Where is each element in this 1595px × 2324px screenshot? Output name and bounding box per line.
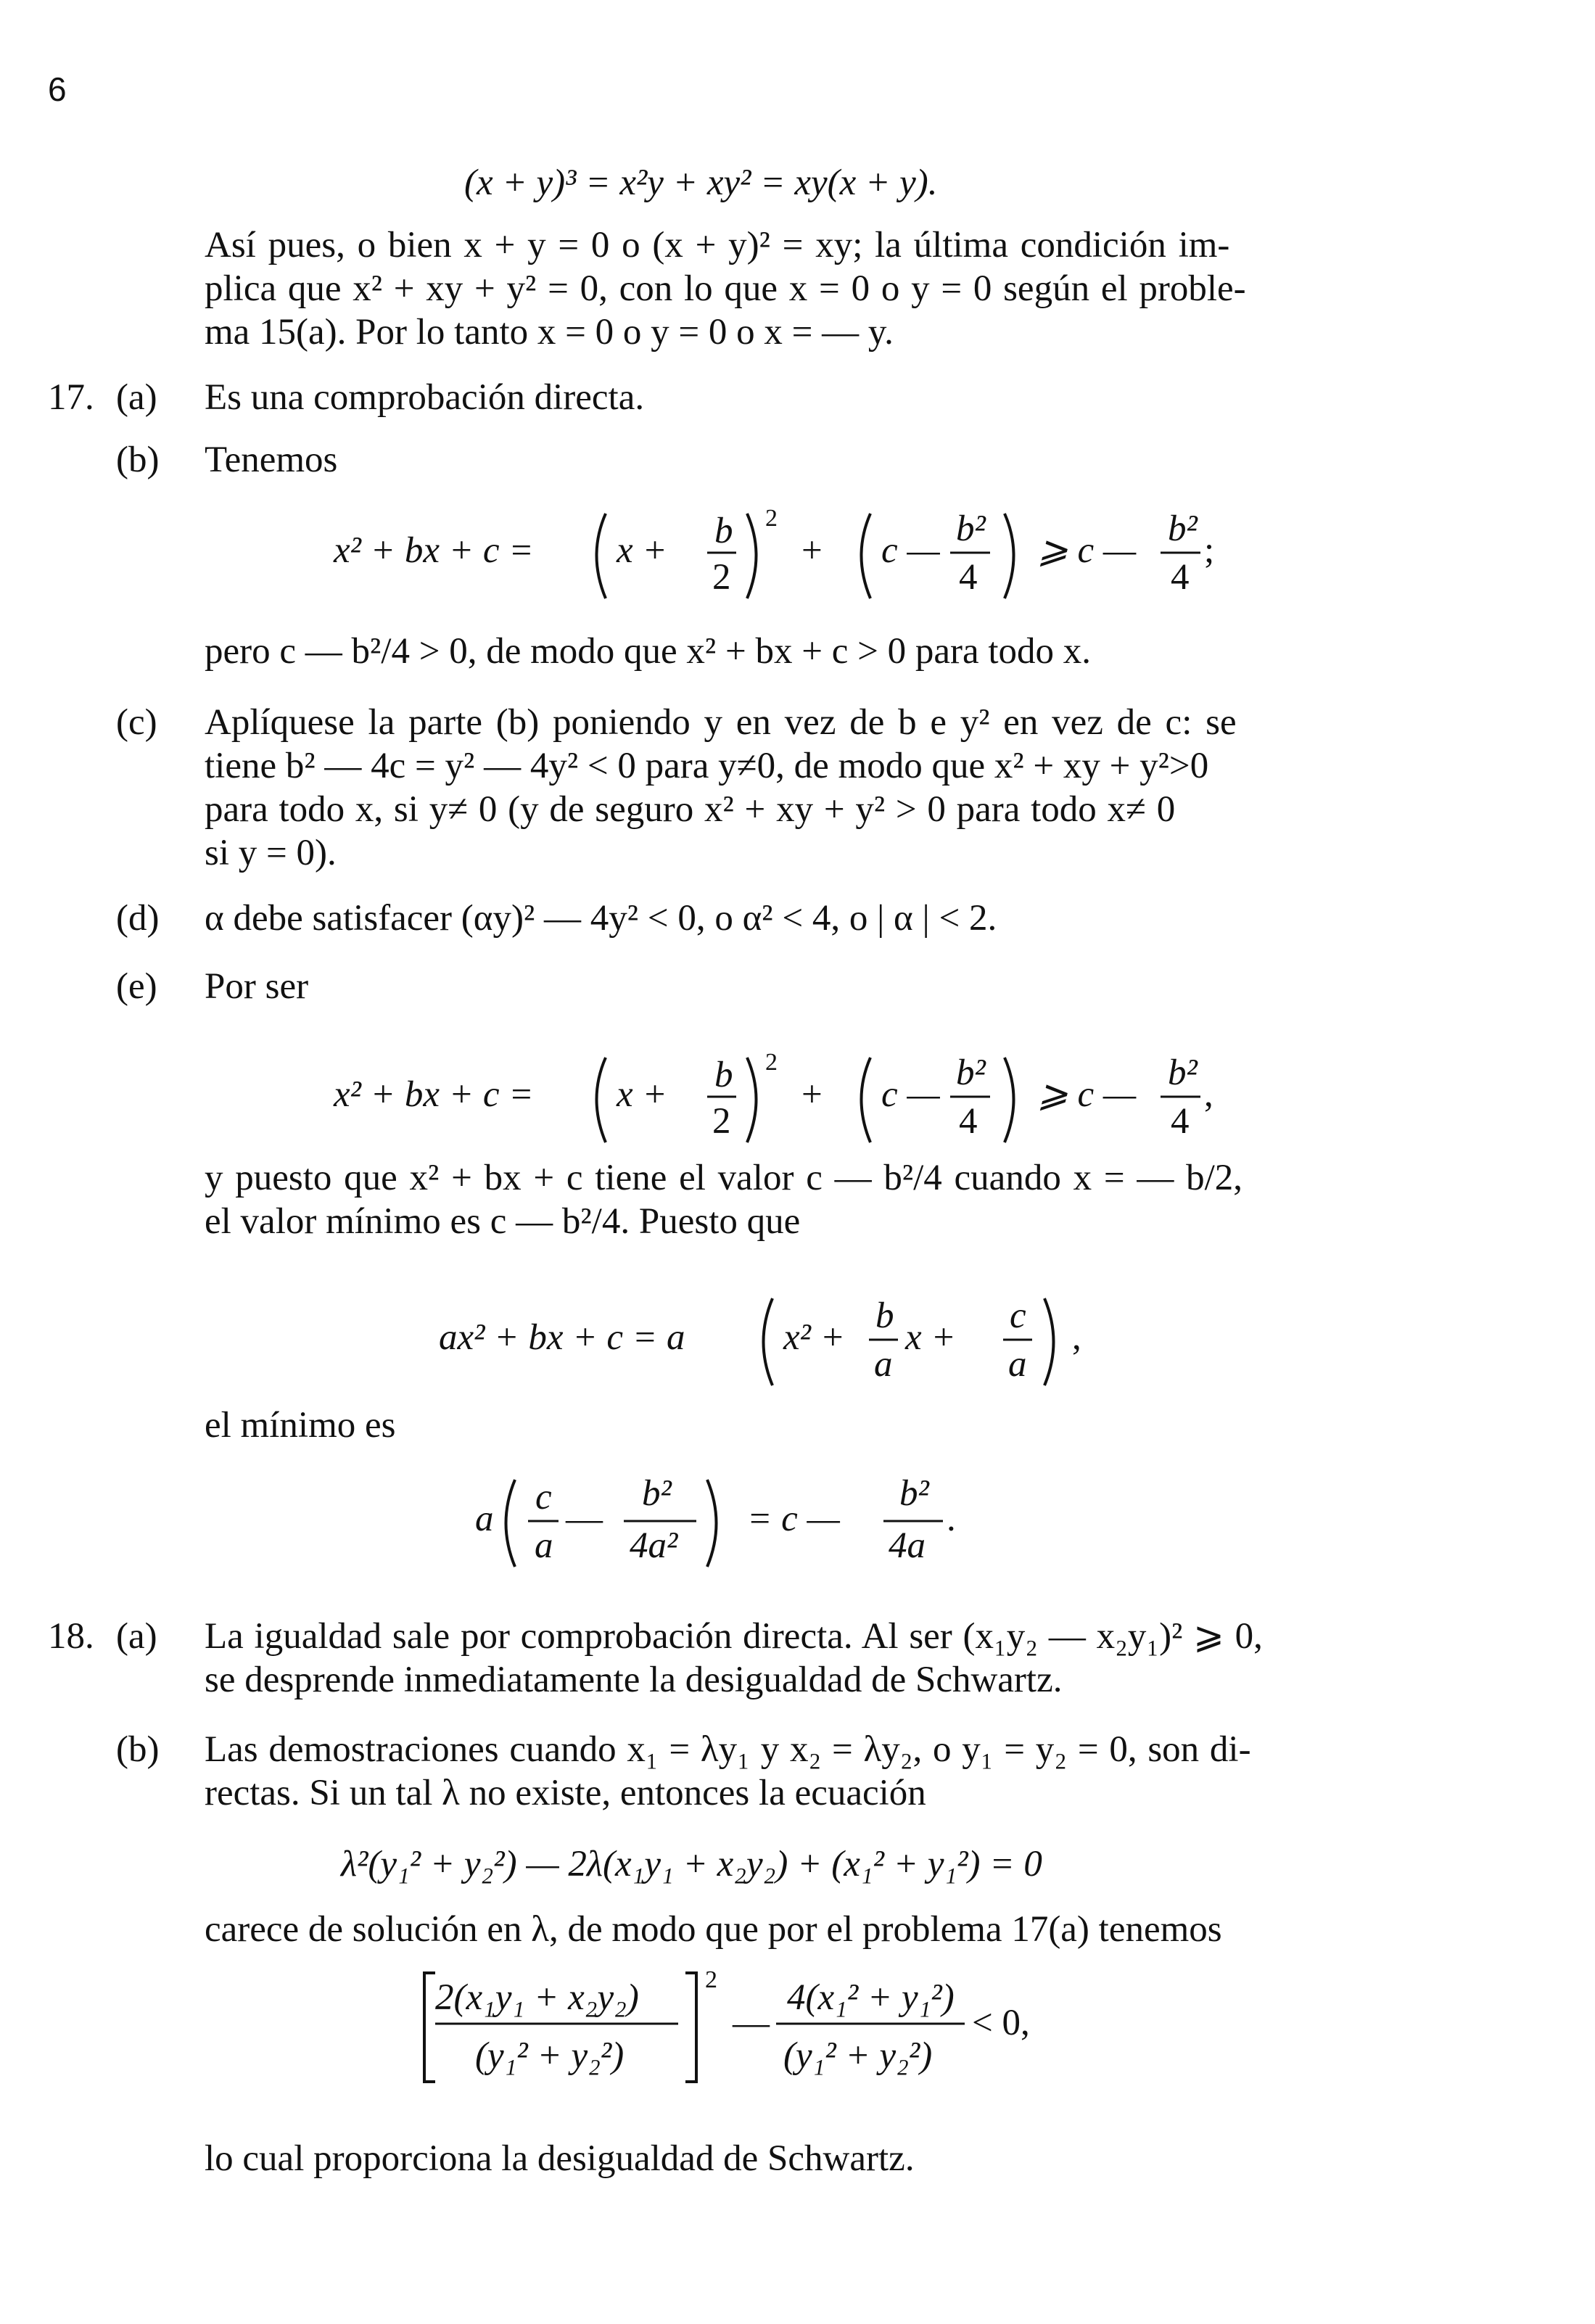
text-line: el valor mínimo es c — b²/4. Puesto que xyxy=(205,1201,801,1242)
eq1-term1-power: 2 xyxy=(765,505,778,532)
eq1-term2-pre: c — xyxy=(881,530,940,571)
eq2-term1-pre: x + xyxy=(617,1074,667,1115)
eq5-bracket-den: (y₁² + y₂²) xyxy=(475,2035,625,2076)
text-line: para todo x, si y≠ 0 (y de seguro x² + xy + y² > 0 para todo x≠ 0 xyxy=(205,789,1176,830)
eq3-f2-den: a xyxy=(1008,1344,1027,1385)
text-line: si y = 0). xyxy=(205,833,337,873)
text-line: el mínimo es xyxy=(205,1405,396,1446)
eq1-lhs: x² + bx + c = xyxy=(334,530,534,571)
text-line: y puesto que x² + bx + c tiene el valor c — b²/4 cuando x = — b/2, xyxy=(205,1158,1242,1198)
problem-number-17: 17. xyxy=(48,377,94,418)
eq2-lhs: x² + bx + c = xyxy=(334,1074,534,1115)
eq2-rhs-den: 4 xyxy=(1171,1101,1190,1142)
eq1-rhs-den: 4 xyxy=(1171,557,1190,598)
text-line: tiene b² — 4c = y² — 4y² < 0 para y≠0, de modo que x² + xy + y²>0 xyxy=(205,746,1209,786)
eq2-term1-power: 2 xyxy=(765,1049,778,1076)
eq2-term2-den: 4 xyxy=(959,1101,978,1142)
eq1-term2-num: b² xyxy=(956,508,986,549)
eq2-plus: + xyxy=(801,1074,823,1115)
part-label: (a) xyxy=(116,1616,157,1657)
eq2-rhs-num: b² xyxy=(1168,1052,1198,1093)
eq5-bracket-num: 2(x₁y₁ + x₂y₂) xyxy=(435,1977,639,2018)
equation-line-1: (x + y)³ = x²y + xy² = xy(x + y). xyxy=(464,162,938,203)
eq1-term1-den: 2 xyxy=(712,557,731,598)
eq4-minus: — xyxy=(566,1499,603,1539)
part-label: (e) xyxy=(116,966,157,1007)
text-line: Así pues, o bien x + y = 0 o (x + y)² = xy; la última condición im- xyxy=(205,225,1230,265)
text-line: carece de solución en λ, de modo que por el problema 17(a) tenemos xyxy=(205,1909,1222,1950)
eq2-term1-num: b xyxy=(714,1055,733,1095)
eq2-term1-den: 2 xyxy=(712,1101,731,1142)
eq4-tail: . xyxy=(947,1499,956,1539)
eq4-f1-num: c xyxy=(535,1477,552,1517)
eq4-f3-den: 4a xyxy=(889,1525,926,1566)
text-line: lo cual proporciona la desigualdad de Schwartz. xyxy=(205,2138,915,2179)
eq4-f3-num: b² xyxy=(899,1473,929,1514)
text-line: plica que x² + xy + y² = 0, con lo que x = 0 o y = 0 según el proble- xyxy=(205,268,1246,309)
eq3-f1-den: a xyxy=(874,1344,893,1385)
text-line: pero c — b²/4 > 0, de modo que x² + bx + c > 0 para todo x. xyxy=(205,631,1092,672)
text-line: ma 15(a). Por lo tanto x = 0 o y = 0 o x = — y. xyxy=(205,312,894,353)
eq1-rhs-num: b² xyxy=(1168,508,1198,549)
eq4-f1-den: a xyxy=(535,1525,553,1566)
text-line: Tenemos xyxy=(205,440,338,480)
eq5-minus: — xyxy=(733,2003,770,2043)
eq3-tail: , xyxy=(1072,1317,1081,1358)
text-line: α debe satisfacer (αy)² — 4y² < 0, o α² < 4, o | α | < 2. xyxy=(205,898,997,939)
eq1-term2-den: 4 xyxy=(959,557,978,598)
eq1-rel: ⩾ c — xyxy=(1037,530,1137,571)
eq2-term2-num: b² xyxy=(956,1052,986,1093)
text-line: se desprende inmediatamente la desigualdad de Schwartz. xyxy=(205,1660,1063,1700)
eq5-rel: < 0, xyxy=(972,2003,1030,2043)
text-line: La igualdad sale por comprobación directa. Al ser (x₁y₂ — x₂y₁)² ⩾ 0, xyxy=(205,1616,1263,1657)
eq2-tail: , xyxy=(1204,1074,1213,1115)
eq4-lhs: a xyxy=(475,1499,494,1539)
text-line: rectas. Si un tal λ no existe, entonces la ecuación xyxy=(205,1773,926,1813)
eq5-f-den: (y₁² + y₂²) xyxy=(783,2035,933,2076)
eq3-f2-num: c xyxy=(1010,1295,1026,1336)
eq4-f2-num: b² xyxy=(642,1473,672,1514)
eq5-f-num: 4(x₁² + y₁²) xyxy=(787,1977,955,2018)
eq1-plus: + xyxy=(801,530,823,571)
part-label: (d) xyxy=(116,898,160,939)
text-line: Aplíquese la parte (b) poniendo y en vez de b e y² en vez de c: se xyxy=(205,702,1237,743)
part-label: (a) xyxy=(116,377,157,418)
text-line: Las demostraciones cuando x₁ = λy₁ y x₂ = λy₂, o y₁ = y₂ = 0, son di- xyxy=(205,1729,1251,1770)
eq5-power: 2 xyxy=(705,1966,717,1993)
text-line: Es una comprobación directa. xyxy=(205,377,645,418)
eq1-term1-num: b xyxy=(714,511,733,551)
eq3-lhs: ax² + bx + c = a xyxy=(439,1317,685,1358)
eq3-mid: x + xyxy=(905,1317,956,1358)
part-label: (c) xyxy=(116,702,157,743)
page-number: 6 xyxy=(48,70,67,108)
equation-lambda: λ²(y₁² + y₂²) — 2λ(x₁y₁ + x₂y₂) + (x₁² + y₁²) = 0 xyxy=(341,1844,1042,1884)
eq3-f1-num: b xyxy=(875,1295,894,1336)
eq4-eq: = c — xyxy=(747,1499,840,1539)
eq2-rel: ⩾ c — xyxy=(1037,1074,1137,1115)
eq1-term1-pre: x + xyxy=(617,530,667,571)
problem-number-18: 18. xyxy=(48,1616,94,1657)
eq4-f2-den: 4a² xyxy=(630,1525,678,1566)
text-line: Por ser xyxy=(205,966,309,1007)
eq2-term2-pre: c — xyxy=(881,1074,940,1115)
eq1-tail: ; xyxy=(1204,530,1215,571)
part-label: (b) xyxy=(116,1729,160,1770)
part-label: (b) xyxy=(116,440,160,480)
eq3-inner-pre: x² + xyxy=(783,1317,846,1358)
